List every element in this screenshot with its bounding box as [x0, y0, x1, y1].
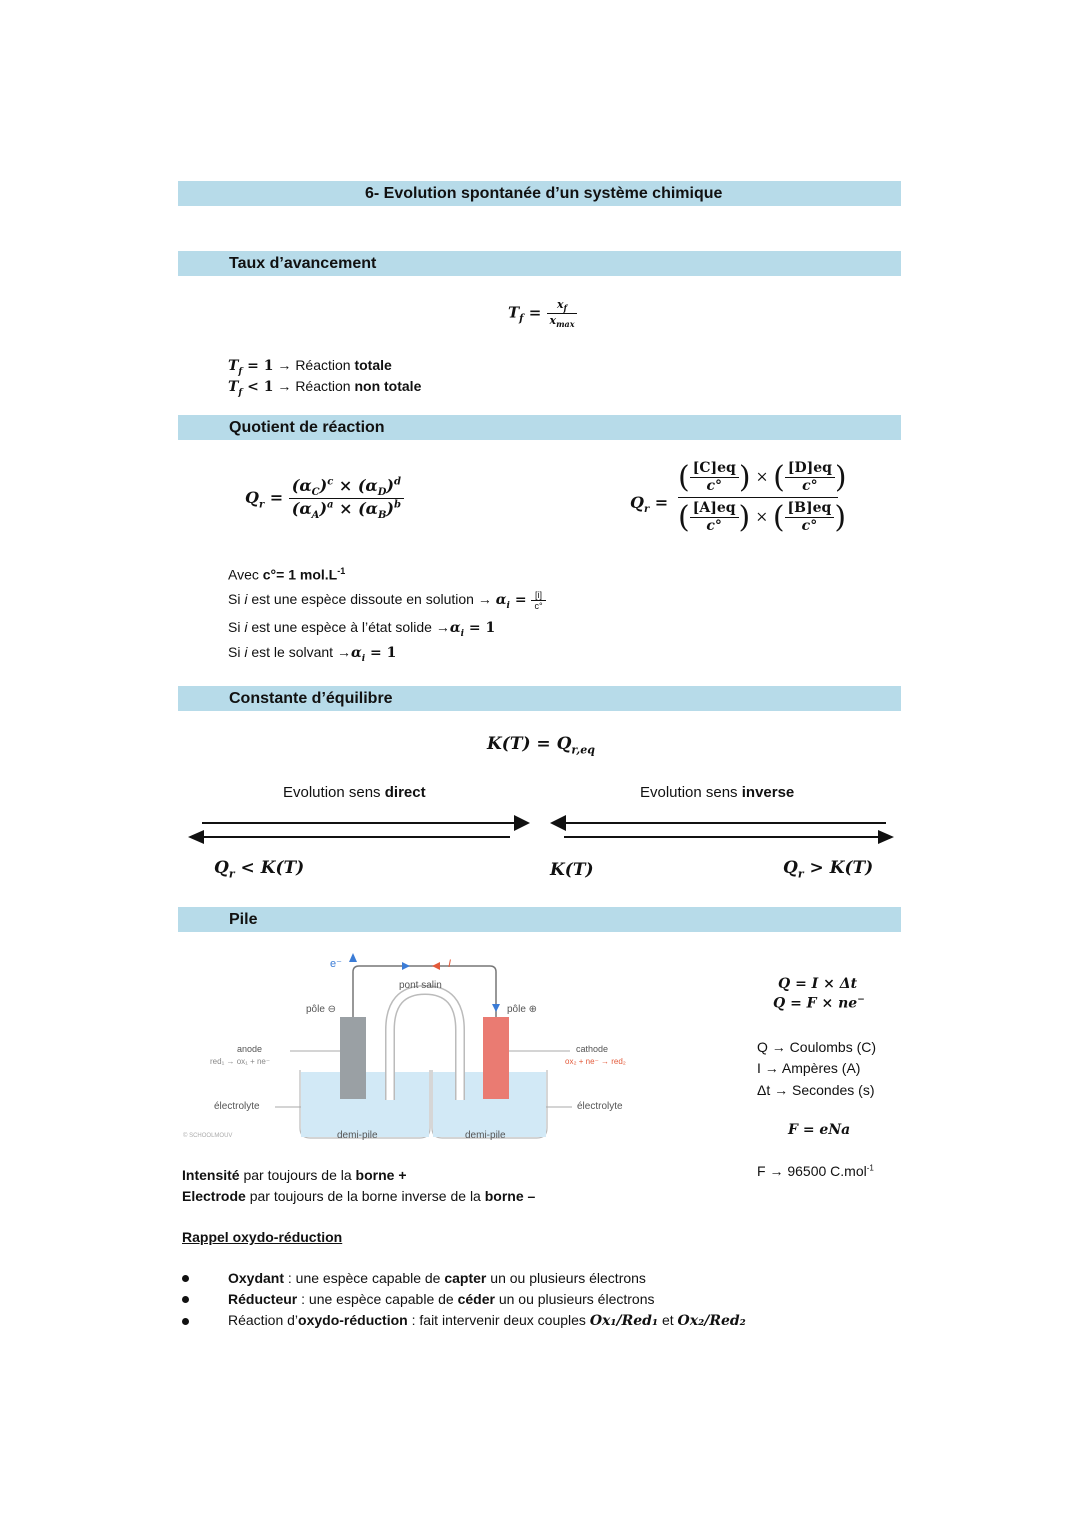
- rappel-reducteur: Réducteur : une espèce capable de céder un ou plusieurs électrons: [228, 1291, 655, 1307]
- faraday-formula: F = eNa: [788, 1122, 851, 1138]
- section-title-pile: Pile: [229, 911, 258, 928]
- cathode-electrode: [483, 1017, 509, 1099]
- quotient-solvant: Si i est le solvant $\to\alpha_i = 1$: [228, 644, 397, 664]
- taux-formula: $T_f$ = $\frac{x_f}{x_{max}}$: [508, 298, 577, 329]
- copyright-label: © SCHOOLMOUV: [183, 1133, 233, 1139]
- direct-arrowhead: [514, 815, 530, 831]
- quotient-avec: Avec c°= 1 $mol.L^{-1}$: [228, 566, 346, 583]
- taux-line-totale: $T_f = 1$ → Réaction totale: [228, 357, 392, 377]
- electron-arrow: [349, 953, 357, 962]
- demi-pile-left-label: demi-pile: [337, 1130, 378, 1141]
- electron-arrow-right: [492, 1004, 500, 1012]
- wire-electron-arrow: [402, 962, 410, 970]
- charge-formula-2: Q = F × ne−: [773, 995, 865, 1012]
- right-arrowhead: [878, 830, 894, 844]
- rappel-oxydant: Oxydant : une espèce capable de capter un ou plusieurs électrons: [228, 1270, 646, 1286]
- unit-seconds: Δt → Secondes (s): [757, 1082, 875, 1098]
- inverse-arrowhead: [550, 815, 566, 831]
- taux-line-non-totale: $T_f < 1$ → Réaction non totale: [228, 378, 422, 398]
- electrode-line: Electrode par toujours de la borne inverse de la borne –: [182, 1188, 536, 1204]
- intensite-line: Intensité par toujours de la borne +: [182, 1167, 407, 1183]
- quotient-formula-activities: $Q_r$ = $\frac{(\alpha_C)^c \times (\alpha_D)^d}{(\alpha_A)^a \times (\alpha_B)^b}$: [245, 476, 404, 521]
- condition-q-less: $Q_r < K(T)$: [214, 858, 305, 881]
- condition-k: K(T): [550, 860, 594, 880]
- condition-q-greater: $Q_r > K(T)$: [783, 858, 874, 881]
- pile-diagram: [180, 950, 680, 1150]
- evolution-direct-label: Evolution sens direct: [283, 784, 426, 801]
- rappel-title: Rappel oxydo-réduction: [182, 1229, 343, 1245]
- current-label: I: [448, 958, 452, 970]
- current-arrow: [432, 962, 440, 970]
- pole-minus-label: pôle ⊖: [306, 1004, 337, 1015]
- faraday-value: F → 96500 C.mol$^{-1}$: [757, 1163, 874, 1179]
- cathode-label: cathode: [576, 1044, 609, 1054]
- section-title-constante: Constante d’équilibre: [229, 690, 393, 707]
- section-title-quotient: Quotient de réaction: [229, 419, 385, 436]
- section-band-pile: [178, 907, 901, 932]
- rappel-reaction: Réaction d’oxydo-réduction : fait intervenir deux couples Ox₁/Red₁ et Ox₂/Red₂: [228, 1312, 746, 1329]
- pole-plus-label: pôle ⊕: [507, 1004, 538, 1015]
- quotient-dissoute: Si i est une espèce dissoute en solution → $\alpha_i$ = $\frac{[i]}{c^\circ}$: [228, 590, 546, 611]
- bullet: [182, 1275, 189, 1282]
- unit-coulombs: Q → Coulombs (C): [757, 1039, 877, 1055]
- quotient-solide: Si i est une espèce à l’état solide $\to\alpha_i = 1$: [228, 619, 496, 639]
- bullet: [182, 1318, 189, 1325]
- electron-label: e⁻: [330, 958, 342, 970]
- constante-formula: $K(T) = Q_{r,eq}$: [487, 734, 595, 757]
- bullet: [182, 1296, 189, 1303]
- page-title: 6- Evolution spontanée d’un système chimique: [365, 185, 723, 202]
- left-arrowhead: [188, 830, 204, 844]
- anode-electrode: [340, 1017, 366, 1099]
- evolution-inverse-label: Evolution sens inverse: [640, 784, 795, 801]
- salt-bridge-label: pont salin: [399, 980, 442, 991]
- evolution-arrows: [180, 808, 900, 848]
- anode-label: anode: [237, 1044, 263, 1054]
- charge-formula-1: Q = I × Δt: [778, 976, 858, 992]
- electrolyte-right-label: électrolyte: [577, 1101, 623, 1112]
- cathode-reaction: ox₂ + ne⁻ → red₂: [565, 1057, 626, 1066]
- section-title-taux: Taux d’avancement: [229, 255, 377, 272]
- electrolyte-left-label: électrolyte: [214, 1101, 260, 1112]
- unit-amperes: I → Ampères (A): [757, 1060, 861, 1076]
- anode-reaction: red₁ → ox₁ + ne⁻: [210, 1057, 271, 1066]
- demi-pile-right-label: demi-pile: [465, 1130, 506, 1141]
